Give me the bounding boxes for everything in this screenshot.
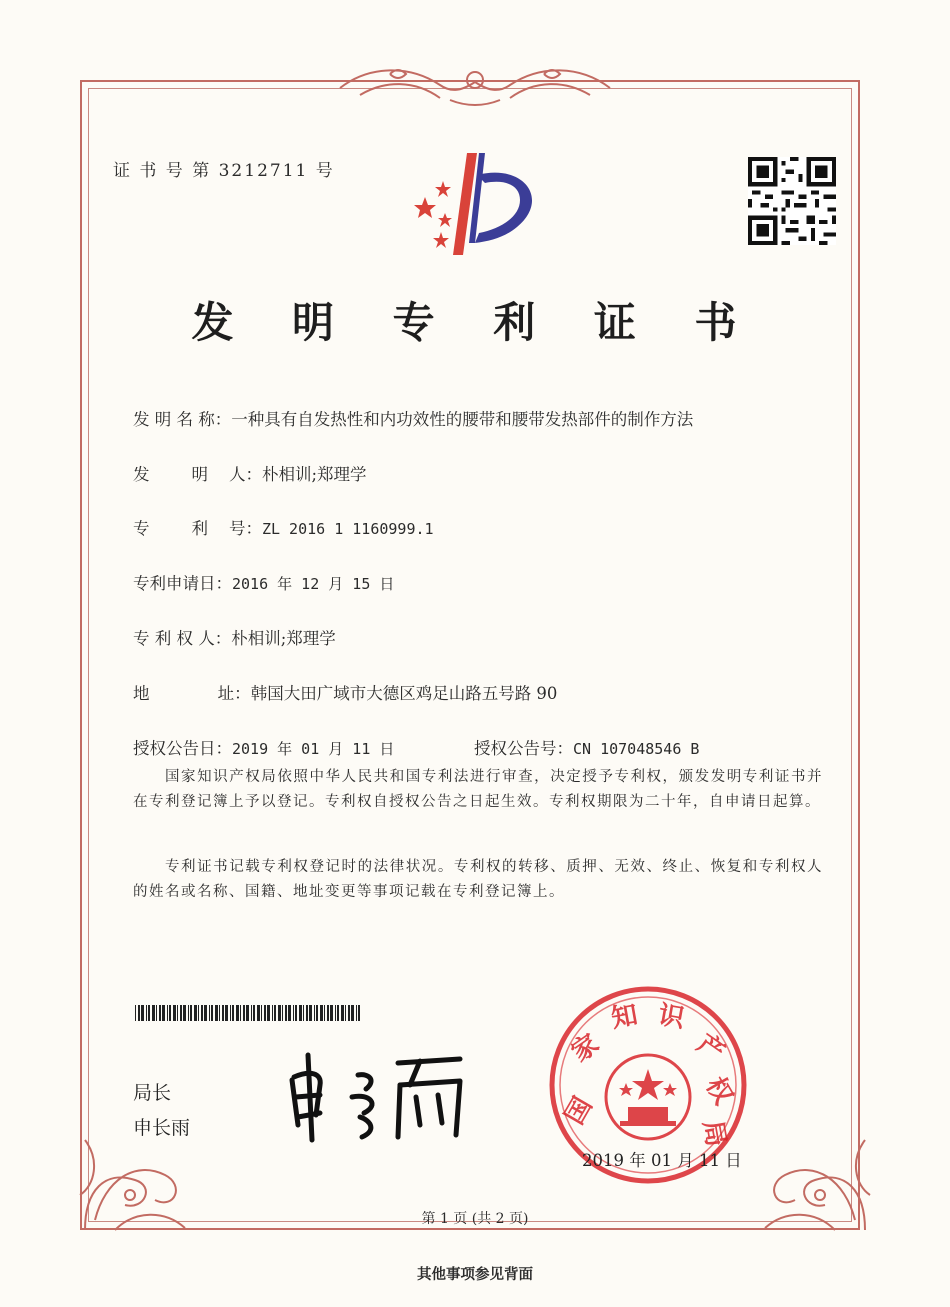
field-invention-name	[133, 406, 693, 430]
field-value: 韩国大田广域市大德区鸡足山路五号路 90	[250, 684, 558, 703]
barcode-bar	[152, 1005, 155, 1021]
barcode-bar	[201, 1005, 203, 1021]
page-number: 第 1 页 (共 2 页)	[421, 1211, 529, 1227]
director-title: 局长	[133, 1082, 172, 1104]
barcode-bar	[240, 1005, 241, 1021]
svg-text:权: 权	[699, 1072, 739, 1110]
barcode-bar	[246, 1005, 249, 1021]
barcode-bar	[351, 1005, 354, 1021]
barcode-bar	[177, 1005, 178, 1021]
barcode-bar	[309, 1005, 312, 1021]
barcode-bar	[257, 1005, 260, 1021]
barcode-bar	[251, 1005, 252, 1021]
barcode-bar	[282, 1005, 283, 1021]
barcode-bar	[330, 1005, 333, 1021]
field-value: 朴相训;郑理学	[261, 465, 367, 484]
barcode-bar	[345, 1005, 346, 1021]
director-name: 申长雨	[133, 1117, 191, 1139]
footer-note: 其他事项参见背面	[417, 1266, 533, 1283]
barcode-bar	[264, 1005, 266, 1021]
barcode-bar	[138, 1005, 140, 1021]
field-inventor	[133, 461, 367, 485]
barcode-bar	[320, 1005, 323, 1021]
field-grant-date	[133, 735, 394, 759]
barcode-bar	[261, 1005, 262, 1021]
barcode-bar	[335, 1005, 336, 1021]
barcode-bar	[169, 1005, 171, 1021]
barcode-bar	[225, 1005, 228, 1021]
barcode-bar	[222, 1005, 224, 1021]
barcode-bar	[295, 1005, 297, 1021]
barcode-bar	[348, 1005, 350, 1021]
field-label: 发 明 名 称：	[133, 410, 232, 429]
field-value: 2019 年 01 月 11 日	[232, 740, 395, 758]
barcode-bar	[293, 1005, 294, 1021]
barcode-bar	[327, 1005, 329, 1021]
seal-date: 2019 年 01 月 11 日	[582, 1151, 742, 1170]
barcode-bar	[358, 1005, 360, 1021]
field-label: 授权公告号：	[474, 739, 573, 758]
barcode-bar	[253, 1005, 255, 1021]
field-label: 专 利 号：	[133, 519, 262, 538]
barcode-bar	[198, 1005, 199, 1021]
barcode-bar	[341, 1005, 344, 1021]
barcode	[135, 1005, 363, 1021]
patent-office-logo-icon	[405, 145, 550, 260]
certificate-title: 发 明 专 利 证 书	[191, 298, 759, 347]
barcode-bar	[337, 1005, 339, 1021]
field-patent-number	[133, 515, 434, 539]
svg-text:国: 国	[559, 1092, 599, 1130]
qr-code-icon	[748, 157, 836, 245]
barcode-bar	[156, 1005, 157, 1021]
field-value: 朴相训;郑理学	[231, 629, 336, 648]
legal-paragraph-1: 国家知识产权局依照中华人民共和国专利法进行审查，决定授予专利权，颁发发明专利证书并在专利登记簿上予以登记。专利权自授权公告之日起生效。专利权期限为二十年，自申请日起算。	[133, 769, 823, 810]
barcode-bar	[232, 1005, 234, 1021]
barcode-bar	[209, 1005, 210, 1021]
svg-text:局: 局	[696, 1118, 731, 1150]
barcode-bar	[146, 1005, 147, 1021]
barcode-bar	[141, 1005, 144, 1021]
barcode-bar	[167, 1005, 168, 1021]
barcode-bar	[272, 1005, 273, 1021]
field-value: ZL 2016 1 1160999.1	[261, 520, 434, 538]
barcode-bar	[274, 1005, 276, 1021]
barcode-bar	[324, 1005, 325, 1021]
handwritten-signature	[280, 1045, 480, 1145]
barcode-bar	[211, 1005, 213, 1021]
svg-text:知: 知	[609, 1000, 641, 1035]
barcode-bar	[306, 1005, 308, 1021]
certificate-number: 证 书 号 第 3212711 号	[113, 161, 335, 181]
field-value: CN 107048546 B	[573, 740, 700, 758]
svg-text:识: 识	[655, 1000, 687, 1035]
barcode-bar	[204, 1005, 207, 1021]
field-announcement-number	[474, 735, 699, 759]
field-address	[133, 680, 557, 704]
field-label: 地 址：	[133, 684, 251, 703]
svg-text:产: 产	[691, 1028, 730, 1069]
barcode-bar	[183, 1005, 186, 1021]
barcode-bar	[356, 1005, 357, 1021]
field-label: 授权公告日：	[133, 739, 232, 758]
barcode-bar	[148, 1005, 150, 1021]
barcode-bar	[288, 1005, 291, 1021]
field-label: 发 明 人：	[133, 465, 262, 484]
barcode-bar	[236, 1005, 239, 1021]
field-value: 2016 年 12 月 15 日	[232, 575, 395, 593]
svg-text:家: 家	[566, 1028, 605, 1069]
field-application-date	[133, 570, 394, 594]
field-label: 专 利 权 人：	[133, 629, 232, 648]
barcode-bar	[267, 1005, 270, 1021]
barcode-bar	[159, 1005, 161, 1021]
barcode-bar	[194, 1005, 197, 1021]
barcode-bar	[215, 1005, 218, 1021]
barcode-bar	[316, 1005, 318, 1021]
barcode-bar	[173, 1005, 176, 1021]
barcode-bar	[135, 1005, 136, 1021]
field-patentee	[133, 625, 336, 649]
barcode-bar	[188, 1005, 189, 1021]
top-ornament	[330, 60, 620, 110]
barcode-bar	[243, 1005, 245, 1021]
barcode-bar	[278, 1005, 281, 1021]
barcode-bar	[299, 1005, 302, 1021]
barcode-bar	[314, 1005, 315, 1021]
barcode-bar	[162, 1005, 165, 1021]
barcode-bar	[230, 1005, 231, 1021]
legal-paragraph-2: 专利证书记载专利权登记时的法律状况。专利权的转移、质押、无效、终止、恢复和专利权人的姓名或名称、国籍、地址变更等事项记载在专利登记簿上。	[133, 859, 823, 900]
field-value: 一种具有自发热性和内功效性的腰带和腰带发热部件的制作方法	[231, 410, 694, 429]
field-label: 专利申请日：	[133, 574, 232, 593]
barcode-bar	[219, 1005, 220, 1021]
barcode-bar	[190, 1005, 192, 1021]
barcode-bar	[180, 1005, 182, 1021]
barcode-bar	[303, 1005, 304, 1021]
barcode-bar	[285, 1005, 287, 1021]
